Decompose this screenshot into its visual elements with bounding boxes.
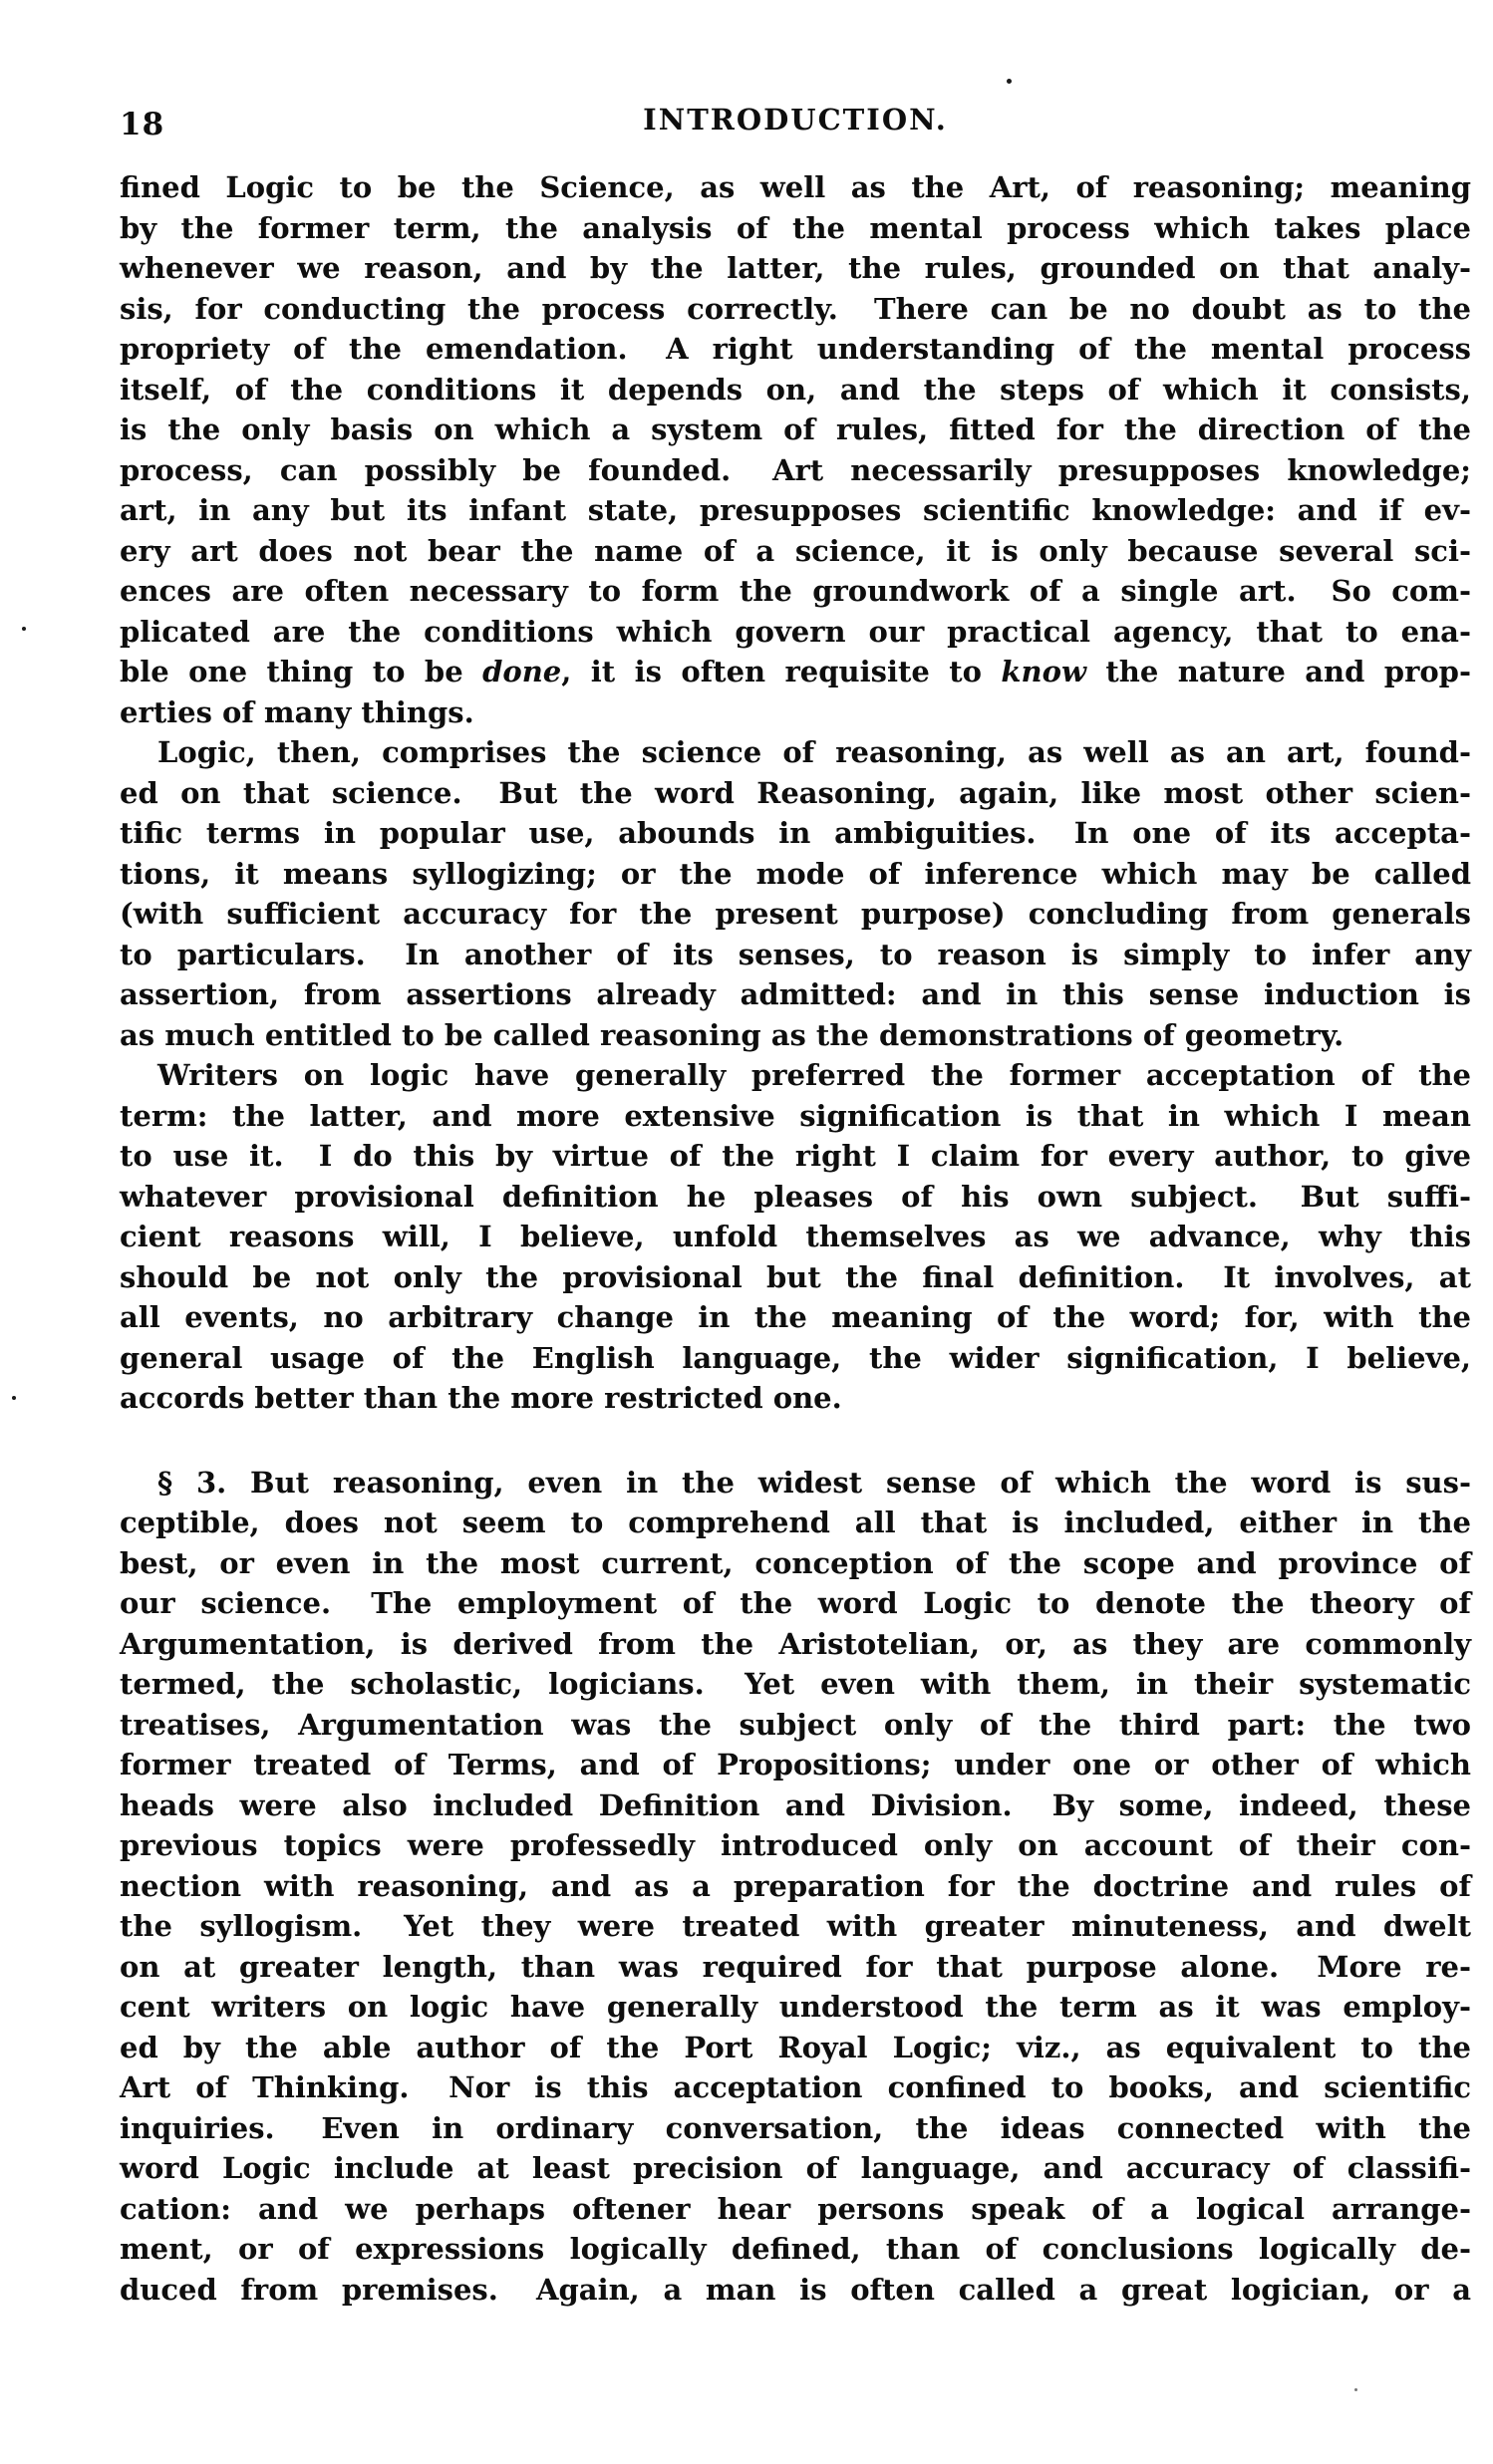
text-line: § 3. But reasoning, even in the widest sense of which the word is sus- <box>157 1465 1471 1500</box>
paragraph <box>120 732 1471 1055</box>
text-line: all events, no arbitrary change in the meaning of the word; for, with the <box>120 1300 1471 1334</box>
text-line: should be not only the provisional but the final definition. It involves, at <box>120 1259 1471 1294</box>
text-line: ment, or of expressions logically defined, than of conclusions logically de- <box>120 2232 1471 2266</box>
text-line: Logic, then, comprises the science of reasoning, as well as an art, found- <box>157 735 1471 769</box>
text-line: sis, for conducting the process correctly. There can be no doubt as to the <box>120 291 1471 326</box>
text-line: on at greater length, than was required for that purpose alone. More re- <box>120 1949 1471 1984</box>
text-line: word Logic include at least precision of language, and accuracy of classifi- <box>120 2151 1471 2185</box>
text-line: our science. The employment of the word Logic to denote the theory of <box>120 1586 1471 1620</box>
text-line: to use it. I do this by virtue of the right I claim for every author, to give <box>120 1139 1471 1173</box>
page-number: 18 <box>120 107 165 142</box>
text-line: term: the latter, and more extensive signification is that in which I mean <box>120 1098 1471 1133</box>
scan-speck <box>22 627 26 631</box>
scan-speck <box>1007 79 1012 84</box>
text-line: heads were also included Definition and Division. By some, indeed, these <box>120 1787 1471 1822</box>
text-line: ed by the able author of the Port Royal Logic; viz., as equivalent to the <box>120 2030 1471 2064</box>
text-line: cent writers on logic have generally understood the term as it was employ- <box>120 1990 1471 2024</box>
paragraph <box>120 1463 1471 2311</box>
text-line: Argumentation, is derived from the Aristotelian, or, as they are commonly <box>120 1626 1471 1661</box>
text-line: cient reasons will, I believe, unfold themselves as we advance, why this <box>120 1220 1471 1253</box>
paragraph <box>120 1055 1471 1419</box>
text-line: ble one thing to be done, it is often requisite to know the nature and prop- <box>120 655 1471 688</box>
text-line: Art of Thinking. Nor is this acceptation confined to books, and scientific <box>120 2070 1471 2104</box>
text-line: propriety of the emendation. A right understanding of the mental process <box>120 332 1471 366</box>
text-line: previous topics were professedly introduced only on account of their con- <box>120 1828 1471 1862</box>
text-line: duced from premises. Again, a man is often called a great logician, or a <box>120 2272 1471 2307</box>
text-line: Writers on logic have generally preferred the former acceptation of the <box>157 1058 1471 1092</box>
running-header: INTRODUCTION. <box>643 103 948 137</box>
paragraph <box>120 167 1471 732</box>
text-line: as much entitled to be called reasoning as the demonstrations of geometry. <box>120 1017 1344 1052</box>
text-line: general usage of the English language, the wider signification, I believe, <box>120 1340 1471 1375</box>
text-line: process, can possibly be founded. Art necessarily presupposes knowledge; <box>120 452 1471 487</box>
text-line: assertion, from assertions already admitted: and in this sense induction is <box>120 977 1471 1011</box>
scan-speck <box>1354 2388 1357 2391</box>
text-line: inquiries. Even in ordinary conversation, the ideas connected with the <box>120 2110 1471 2145</box>
text-line: the syllogism. Yet they were treated with greater minuteness, and dwelt <box>120 1909 1471 1943</box>
text-line: art, in any but its infant state, presupposes scientific knowledge: and if ev- <box>120 493 1471 527</box>
text-line: treatises, Argumentation was the subject only of the third part: the two <box>120 1707 1471 1742</box>
text-line: ences are often necessary to form the groundwork of a single art. So com- <box>120 574 1471 608</box>
text-line: to particulars. In another of its senses, to reason is simply to infer any <box>120 937 1471 971</box>
text-line: by the former term, the analysis of the mental process which takes place <box>120 210 1471 245</box>
text-line: plicated are the conditions which govern our practical agency, that to ena- <box>120 614 1471 649</box>
text-line: cation: and we perhaps oftener hear persons speak of a logical arrange- <box>120 2191 1471 2226</box>
text-line: fined Logic to be the Science, as well as the Art, of reasoning; meaning <box>120 170 1471 204</box>
text-line: best, or even in the most current, conception of the scope and province of <box>120 1545 1471 1580</box>
text-line: whatever provisional definition he pleases of his own subject. But suffi- <box>120 1179 1471 1214</box>
text-line: nection with reasoning, and as a preparation for the doctrine and rules of <box>120 1868 1471 1903</box>
text-line: accords better than the more restricted one. <box>120 1381 842 1415</box>
page-header <box>120 103 1471 146</box>
text-line: tific terms in popular use, abounds in ambiguities. In one of its accepta- <box>120 816 1471 850</box>
text-block <box>120 167 1471 2310</box>
text-line: whenever we reason, and by the latter, the rules, grounded on that analy- <box>120 251 1471 285</box>
text-line: tions, it means syllogizing; or the mode of inference which may be called <box>120 856 1471 891</box>
text-line: ed on that science. But the word Reasoning, again, like most other scien- <box>120 775 1471 810</box>
text-line: is the only basis on which a system of rules, fitted for the direction of the <box>120 412 1471 446</box>
text-line: termed, the scholastic, logicians. Yet even with them, in their systematic <box>120 1667 1471 1701</box>
text-line: itself, of the conditions it depends on, and the steps of which it consists, <box>120 372 1471 407</box>
text-line: former treated of Terms, and of Propositions; under one or other of which <box>120 1748 1471 1781</box>
text-line: erties of many things. <box>120 694 474 729</box>
text-line: ery art does not bear the name of a science, it is only because several sci- <box>120 533 1471 568</box>
text-line: (with sufficient accuracy for the present purpose) concluding from generals <box>120 897 1471 931</box>
scan-speck <box>12 1396 16 1400</box>
text-line: ceptible, does not seem to comprehend all that is included, either in the <box>120 1506 1471 1539</box>
